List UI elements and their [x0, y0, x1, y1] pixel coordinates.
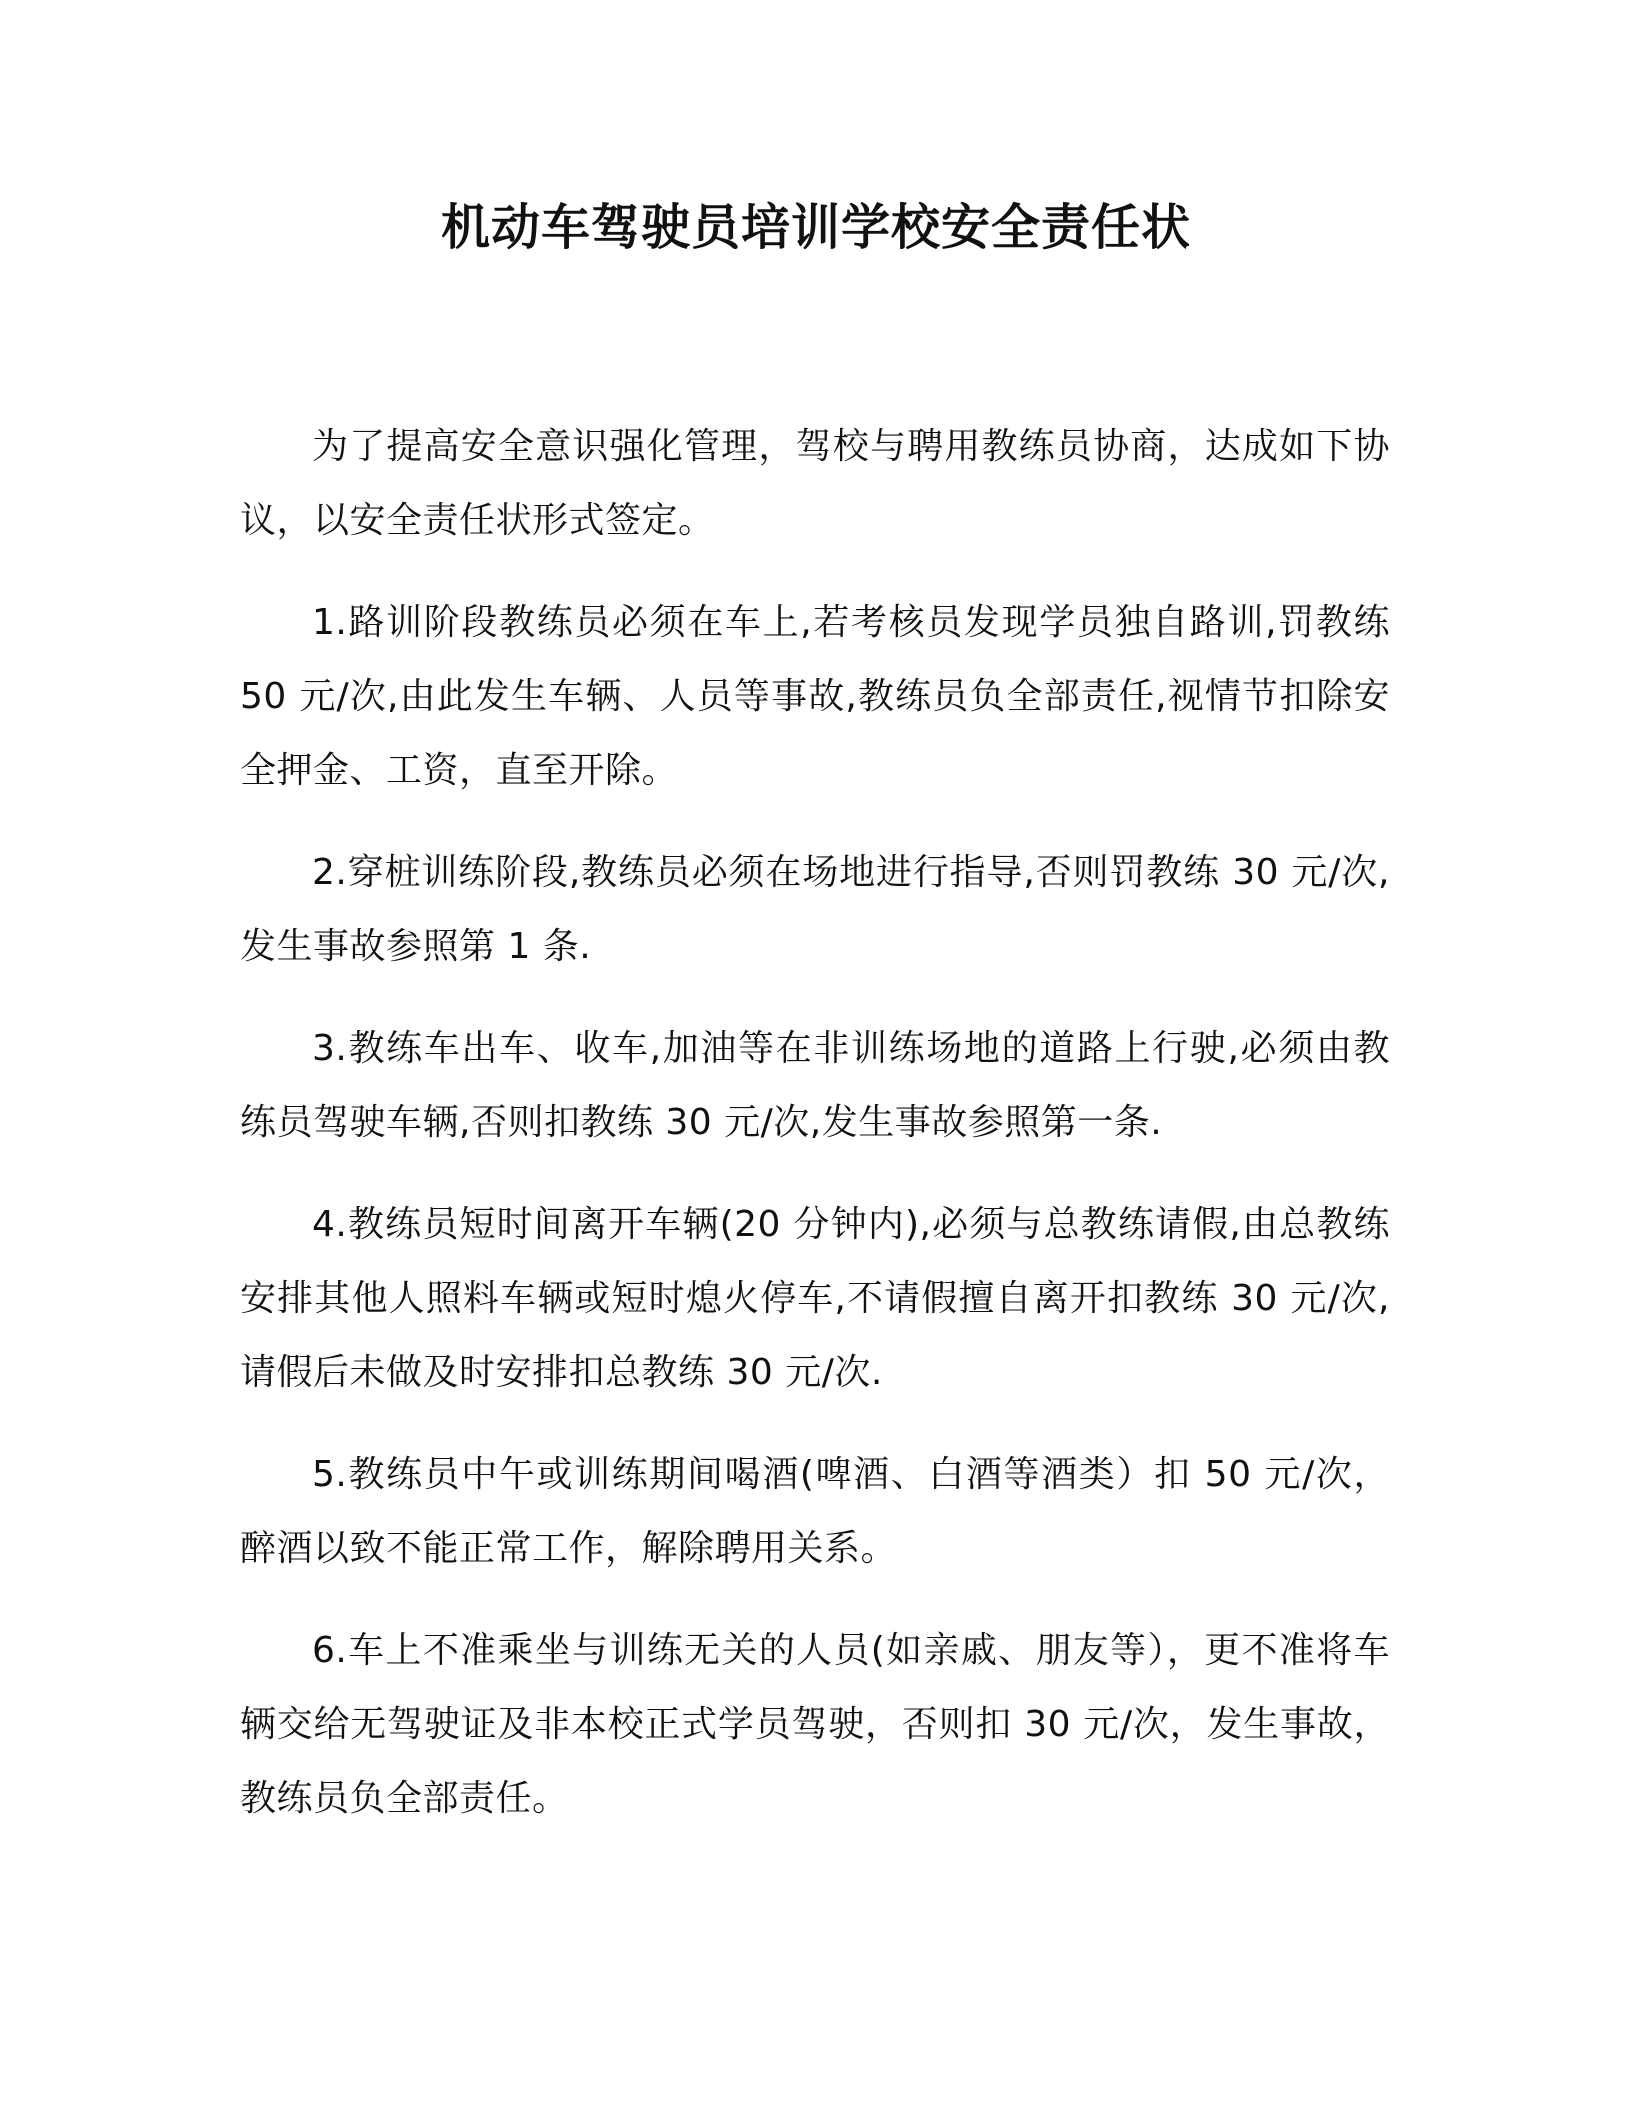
clause-5-paragraph: 5.教练员中午或训练期间喝酒(啤酒、白酒等酒类）扣 50 元/次，醉酒以致不能正常工作，解除聘用关系。 [240, 1454, 1390, 1569]
intro-paragraph: 为了提高安全意识强化管理，驾校与聘用教练员协商，达成如下协议，以安全责任状形式签定。 [240, 426, 1390, 541]
document-body [240, 410, 1390, 1864]
clause-4-paragraph: 4.教练员短时间离开车辆(20 分钟内),必须与总教练请假,由总教练安排其他人照料车辆或短时熄火停车,不请假擅自离开扣教练 30 元/次,请假后未做及时安排扣总教练 30 元/次. [240, 1204, 1390, 1393]
clause-3-paragraph: 3.教练车出车、收车,加油等在非训练场地的道路上行驶,必须由教练员驾驶车辆,否则扣教练 30 元/次,发生事故参照第一条. [240, 1028, 1390, 1143]
document-title: 机动车驾驶员培训学校安全责任状 [440, 199, 1191, 256]
clause-6-paragraph: 6.车上不准乘坐与训练无关的人员(如亲戚、朋友等），更不准将车辆交给无驾驶证及非本校正式学员驾驶，否则扣 30 元/次，发生事故，教练员负全部责任。 [240, 1630, 1390, 1819]
clause-2-paragraph: 2.穿桩训练阶段,教练员必须在场地进行指导,否则罚教练 30 元/次,发生事故参照第 1 条. [240, 852, 1390, 967]
clause-1-paragraph: 1.路训阶段教练员必须在车上,若考核员发现学员独自路训,罚教练 50 元/次,由此发生车辆、人员等事故,教练员负全部责任,视情节扣除安全押金、工资，直至开除。 [240, 602, 1390, 791]
